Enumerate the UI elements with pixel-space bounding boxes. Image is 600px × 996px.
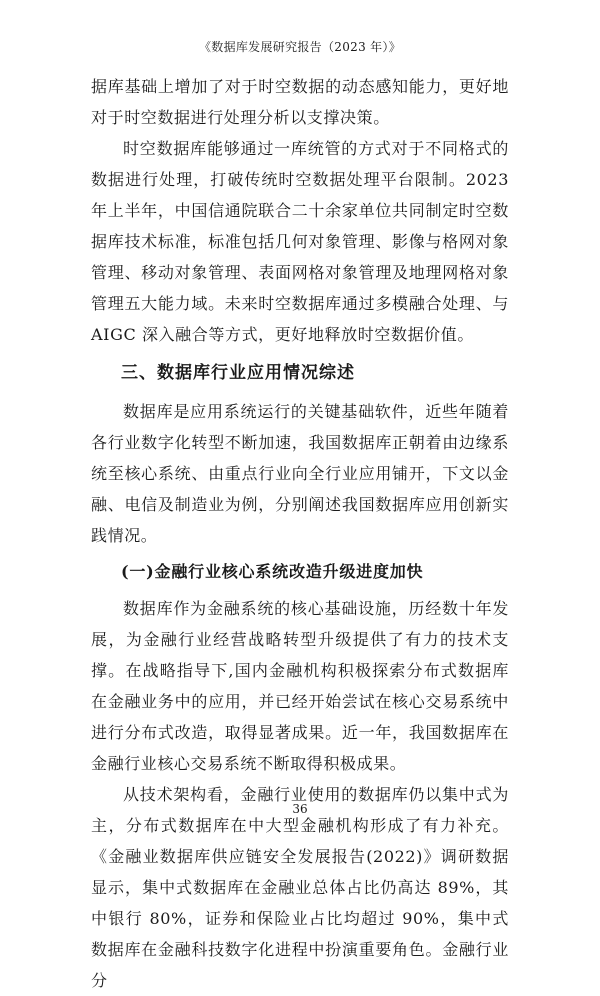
page-number: 36	[292, 802, 308, 816]
page-body	[91, 71, 509, 996]
paragraph-industry-overview: 数据库是应用系统运行的关键基础软件，近些年随着各行业数字化转型不断加速，我国数据库正朝着由边缘系统至核心系统、由重点行业向全行业应用铺开，下文以金融、电信及制造业为例，分别阐述我国数据库应用创新实践情况。	[91, 402, 509, 545]
subsection-heading: (一)金融行业核心系统改造升级进度加快	[121, 562, 424, 581]
paragraph-continuation: 据库基础上增加了对于时空数据的动态感知能力，更好地对于时空数据进行处理分析以支撑决策。	[91, 77, 509, 127]
paragraph-finance-core: 数据库作为金融系统的核心基础设施，历经数十年发展，为金融行业经营战略转型升级提供了有力的技术支撑。在战略指导下,国内金融机构积极探索分布式数据库在金融业务中的应用，并已经开始尝试在核心交易系统中进行分布式改造，取得显著成果。近一年，我国数据库在金融行业核心交易系统不断取得积极成果。	[91, 599, 509, 773]
paragraph-finance-architecture: 从技术架构看，金融行业使用的数据库仍以集中式为主，分布式数据库在中大型金融机构形成了有力补充。《金融业数据库供应链安全发展报告(2022)》调研数据显示，集中式数据库在金融业总体占比仍高达 89%，其中银行 80%，证券和保险业占比均超过 90%，集中式数据库在金融科技数字化进程中扮演重要角色。金融行业分	[91, 785, 509, 990]
section-heading: 三、数据库行业应用情况综述	[121, 363, 355, 383]
running-header: 《数据库发展研究报告（2023 年）》	[198, 40, 402, 54]
paragraph-spatiotemporal-db: 时空数据库能够通过一库统管的方式对于不同格式的数据进行处理，打破传统时空数据处理平台限制。2023 年上半年，中国信通院联合二十余家单位共同制定时空数据库技术标准，标准包括几何对象管理、影像与格网对象管理、移动对象管理、表面网格对象管理及地理网格对象管理五大能力域。未来时空数据库通过多模融合处理、与 AIGC 深入融合等方式，更好地释放时空数据价值。	[91, 139, 509, 344]
